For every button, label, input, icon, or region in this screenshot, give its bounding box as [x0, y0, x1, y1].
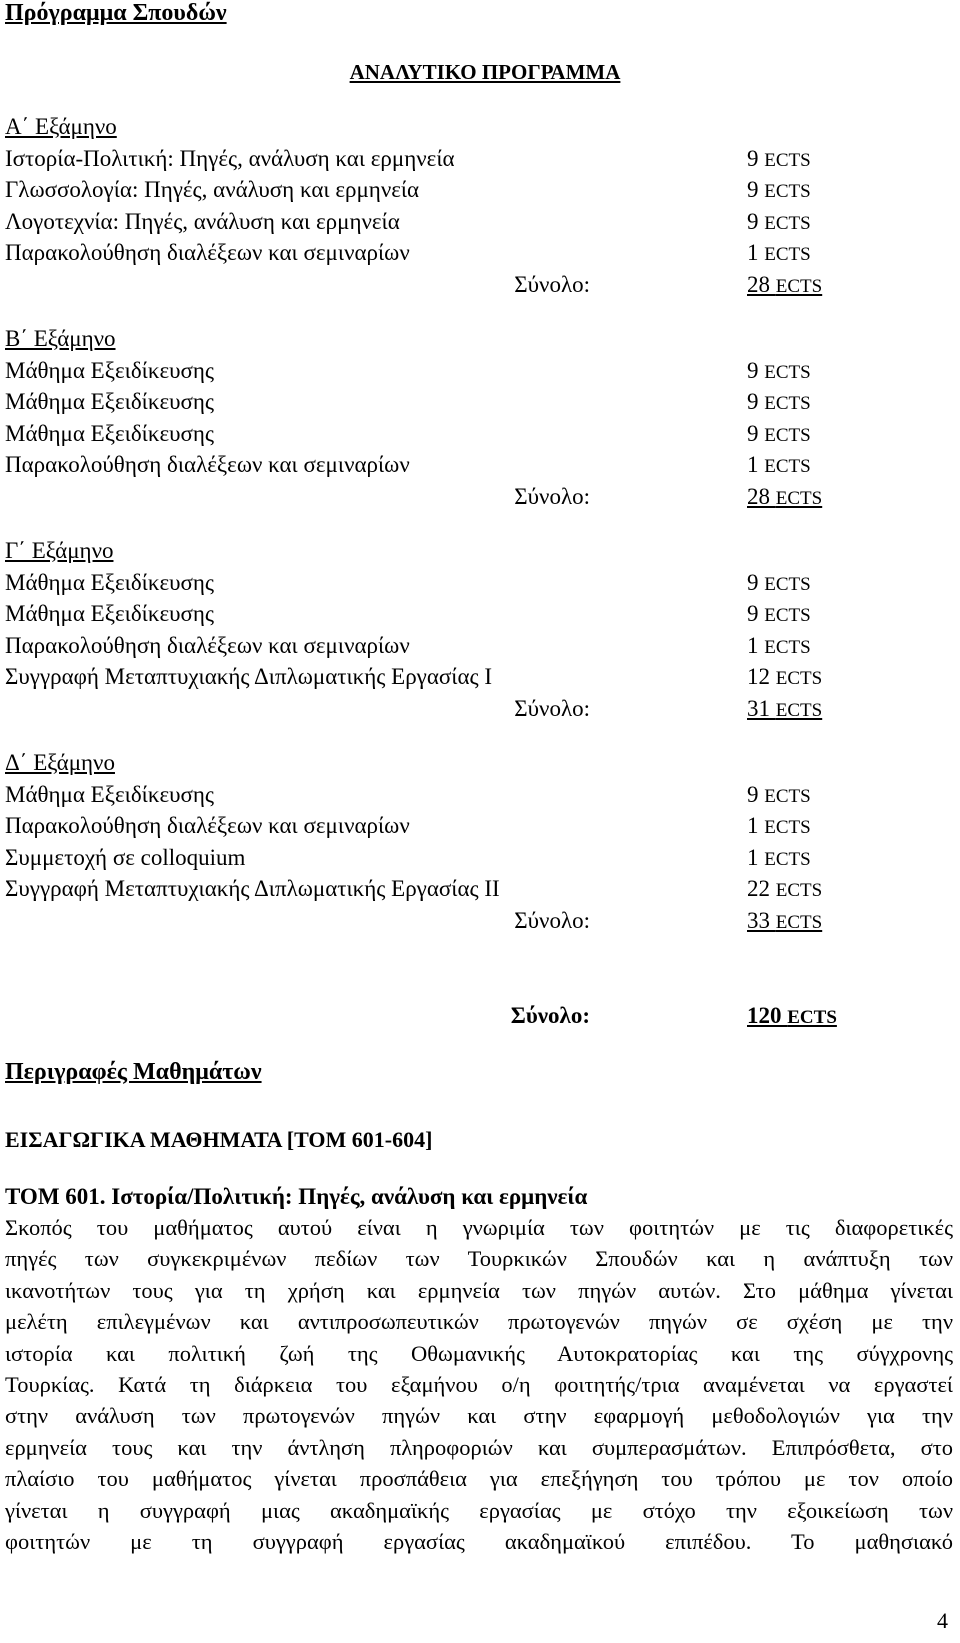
course-row [5, 598, 905, 630]
course-row [5, 810, 905, 842]
course-row [5, 661, 905, 693]
course-row [5, 237, 905, 269]
course-name: Γλωσσολογία: Πηγές, ανάλυση και ερμηνεία [5, 177, 420, 202]
course-ects: 9 ECTS [747, 177, 811, 202]
course-name: Συγγραφή Μεταπτυχιακής Διπλωματικής Εργασίας ΙΙ [5, 876, 500, 901]
course-row [5, 386, 905, 418]
semester-block [5, 535, 905, 724]
page-number: 4 [937, 1608, 948, 1633]
course-ects: 9 ECTS [747, 569, 811, 595]
course-name: Παρακολούθηση διαλέξεων και σεμιναρίων [5, 240, 410, 265]
total-label: Σύνολο: [514, 695, 590, 721]
semester-total-value: 33 ECTS [747, 907, 823, 933]
semester-total-value: 28 ECTS [747, 271, 823, 297]
grand-total-value: 120 ECTS [747, 1003, 837, 1028]
semester-block [5, 323, 905, 512]
semester-title: Δ΄ Εξάμηνο [5, 750, 115, 775]
description-line: ερμηνεία τους και την άντληση πληροφοριών και συμπερασμάτων. Επιπρόσθετα, στο [5, 1434, 953, 1460]
semester-total-row [5, 693, 905, 725]
course-ects: 9 ECTS [747, 208, 811, 234]
course-row [5, 630, 905, 662]
course-ects: 1 ECTS [747, 632, 811, 658]
semester-total-value: 31 ECTS [747, 695, 823, 721]
course-ects: 9 ECTS [747, 145, 811, 171]
description-line: πλαίσιο του μαθήματος γίνεται προσπάθεια για επεξήγηση του τρόπου με τον οποίο [5, 1466, 953, 1492]
description-line: Τουρκίας. Κατά τη διάρκεια του εξαμήνου ο/η φοιτητής/τρια αναμένεται να εργαστεί [5, 1372, 953, 1398]
course-601-description [5, 1212, 953, 1557]
program-title: ΑΝΑΛΥΤΙΚΟ ΠΡΟΓΡΑΜΜΑ [349, 60, 621, 84]
description-line: πηγές των συγκεκριμένων πεδίων των Τουρκικών Σπουδών και η ανάπτυξη των [5, 1246, 953, 1272]
course-row [5, 418, 905, 450]
course-row [5, 842, 905, 874]
course-ects: 1 ECTS [747, 813, 811, 838]
course-ects: 12 ECTS [747, 664, 823, 689]
course-601-heading [5, 1184, 587, 1210]
semester-block [5, 111, 905, 300]
total-label: Σύνολο: [514, 271, 590, 297]
course-name: Συγγραφή Μεταπτυχιακής Διπλωματικής Εργασίας Ι [5, 664, 493, 689]
course-name: Μάθημα Εξειδίκευσης [5, 389, 215, 414]
course-row [5, 143, 905, 175]
course-row [5, 206, 905, 238]
course-ects: 1 ECTS [747, 844, 811, 870]
course-name: Συμμετοχή σε colloquium [5, 844, 246, 870]
total-label: Σύνολο: [514, 483, 590, 509]
course-name: Παρακολούθηση διαλέξεων και σεμιναρίων [5, 452, 410, 477]
course-name: Μάθημα Εξειδίκευσης [5, 601, 215, 626]
course-ects: 9 ECTS [747, 389, 811, 414]
description-line: γίνεται η συγγραφή μιας ακαδημαϊκής εργασίας με στόχο την εξοικείωση των [5, 1497, 953, 1523]
course-name: Μάθημα Εξειδίκευσης [5, 357, 215, 383]
course-row [5, 174, 905, 206]
course-row [5, 779, 905, 811]
course-601-title: Ιστορία/Πολιτική: Πηγές, ανάλυση και ερμηνεία [111, 1184, 588, 1209]
semester-total-row [5, 269, 905, 301]
course-name: Λογοτεχνία: Πηγές, ανάλυση και ερμηνεία [5, 208, 400, 234]
course-ects: 9 ECTS [747, 420, 811, 446]
page-title: Πρόγραμμα Σπουδών [5, 0, 227, 26]
course-ects: 22 ECTS [747, 876, 823, 901]
description-line: φοιτητών με τη συγγραφή εργασίας ακαδημαϊκού επιπέδου. Το μαθησιακό [5, 1529, 953, 1555]
description-line: μελέτη επιλεγμένων και αντιπροσωπευτικών πρωτογενών πηγών σε σχέση με την [5, 1309, 953, 1335]
course-name: Μάθημα Εξειδίκευσης [5, 420, 215, 446]
course-name: Ιστορία-Πολιτική: Πηγές, ανάλυση και ερμηνεία [5, 145, 455, 171]
course-name: Παρακολούθηση διαλέξεων και σεμιναρίων [5, 632, 410, 658]
grand-total-row [5, 1000, 905, 1032]
course-ects: 1 ECTS [747, 240, 811, 265]
course-ects: 9 ECTS [747, 601, 811, 626]
course-name: Παρακολούθηση διαλέξεων και σεμιναρίων [5, 813, 410, 838]
course-row [5, 567, 905, 599]
description-line: ιστορία και πολιτική ζωή της Οθωμανικής Αυτοκρατορίας και της σύγχρονης [5, 1340, 953, 1366]
semester-total-value: 28 ECTS [747, 483, 823, 509]
description-line: στην ανάλυση των πρωτογενών πηγών και στην εφαρμογή μεθοδολογιών για την [5, 1403, 953, 1429]
semester-total-row [5, 481, 905, 513]
semester-title: Β΄ Εξάμηνο [5, 326, 116, 351]
course-ects: 9 ECTS [747, 357, 811, 383]
course-row [5, 355, 905, 387]
description-line: ικανοτήτων τους για τη χρήση και ερμηνεία των πηγών αυτών. Στο μάθημα γίνεται [5, 1277, 953, 1303]
course-row [5, 449, 905, 481]
grand-total-label: Σύνολο: [510, 1003, 590, 1028]
course-ects: 1 ECTS [747, 452, 811, 477]
description-line: Σκοπός του μαθήματος αυτού είναι η γνωριμία των φοιτητών με τις διαφορετικές [5, 1215, 953, 1240]
intro-section-title: ΕΙΣΑΓΩΓΙΚΑ ΜΑΘΗΜΑΤΑ [ΤΟΜ 601-604] [5, 1127, 433, 1152]
semester-block [5, 747, 905, 936]
total-label: Σύνολο: [514, 907, 590, 933]
course-601-code: ΤΟΜ 601. [5, 1184, 106, 1209]
course-row [5, 873, 905, 905]
course-ects: 9 ECTS [747, 781, 811, 807]
descriptions-title: Περιγραφές Μαθημάτων [5, 1059, 262, 1085]
semester-title: Γ΄ Εξάμηνο [5, 538, 114, 563]
semester-total-row [5, 905, 905, 937]
course-name: Μάθημα Εξειδίκευσης [5, 569, 215, 595]
semester-title: Α΄ Εξάμηνο [5, 114, 117, 139]
course-name: Μάθημα Εξειδίκευσης [5, 781, 215, 807]
